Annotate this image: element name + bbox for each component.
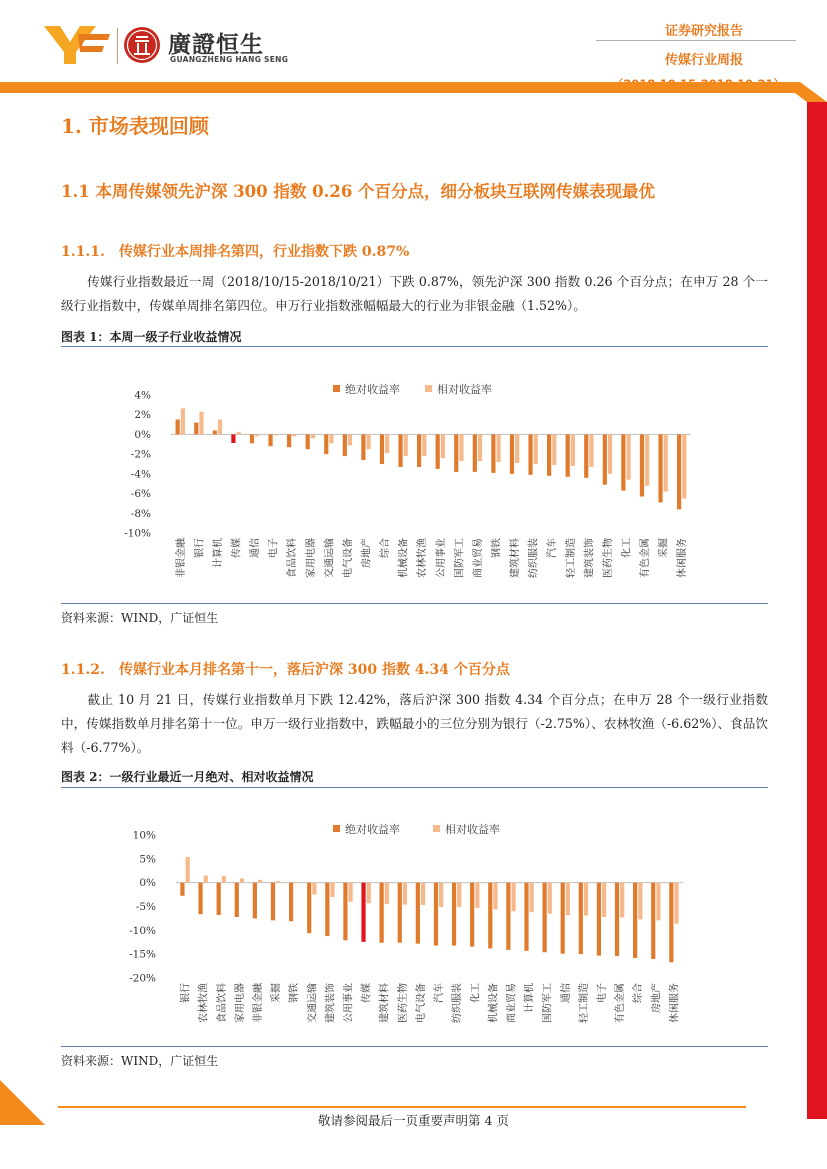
category-label: 建筑材料 bbox=[379, 983, 391, 1023]
bar-absolute bbox=[343, 434, 347, 456]
report-name: 传媒行业周报 bbox=[664, 53, 743, 68]
bar-absolute bbox=[343, 883, 347, 941]
y-tick-label: -2% bbox=[130, 448, 151, 461]
category-label: 机械设备 bbox=[398, 538, 410, 578]
paragraph-text: 截止 10 月 21 日，传媒行业指数单月下跌 12.42%，落后沪深 300 指数 4.34 个百分点；在申万 28 个一级行业指数中，传媒指数单月排名第十一位。申万一级行业指数中，跌幅最小的三位分别为银行（-2.75%）、农林牧渔（-6.62%）、食品饮料（-6.77%）。 bbox=[61, 692, 768, 755]
bar-absolute bbox=[584, 434, 588, 477]
legend-label: 绝对收益率 bbox=[345, 823, 400, 836]
category-label: 非银金融 bbox=[175, 538, 187, 578]
bar-relative bbox=[497, 434, 501, 462]
bar-relative bbox=[441, 434, 445, 458]
bar-absolute bbox=[603, 434, 607, 484]
bar-absolute bbox=[488, 883, 492, 949]
figure-title: 图表 1：本周一级子行业收益情况 bbox=[61, 330, 242, 344]
bar-relative bbox=[620, 883, 624, 918]
category-label: 银行 bbox=[180, 983, 192, 1003]
heading-title: 传媒行业本月排名第十一，落后沪深 300 指数 4.34 个百分点 bbox=[119, 662, 510, 678]
bar-relative bbox=[312, 883, 316, 895]
bar-absolute bbox=[307, 883, 311, 934]
y-tick-label: 0% bbox=[139, 877, 156, 890]
category-label: 交通运输 bbox=[324, 538, 336, 578]
bar-relative bbox=[348, 434, 352, 445]
y-tick-label: -6% bbox=[130, 488, 151, 501]
category-label: 国防军工 bbox=[454, 538, 466, 578]
bar-relative bbox=[421, 883, 425, 905]
category-label: 家用电器 bbox=[234, 983, 246, 1023]
bar-relative bbox=[515, 434, 519, 463]
bar-relative bbox=[457, 883, 461, 907]
bar-absolute bbox=[324, 434, 328, 454]
body-paragraph bbox=[61, 688, 768, 760]
bar-relative bbox=[186, 857, 190, 883]
bar-relative bbox=[566, 883, 570, 915]
bar-relative bbox=[276, 881, 280, 882]
bar-relative bbox=[294, 882, 298, 883]
bar-relative bbox=[218, 420, 222, 435]
bar-absolute bbox=[361, 883, 365, 942]
company-logo-icon bbox=[44, 24, 110, 66]
bar-relative bbox=[664, 434, 668, 491]
category-label: 休闲服务 bbox=[669, 983, 681, 1023]
bar-absolute bbox=[633, 883, 637, 958]
legend-swatch bbox=[425, 385, 432, 392]
category-label: 计算机 bbox=[524, 983, 536, 1013]
header-band-corner bbox=[780, 82, 827, 102]
heading-number: 1.1.1. bbox=[61, 244, 105, 260]
figure-rule bbox=[61, 787, 768, 788]
bar-absolute bbox=[398, 883, 402, 943]
bar-absolute bbox=[250, 434, 254, 443]
heading-number: 1.1.2. bbox=[61, 662, 105, 678]
bar-relative bbox=[258, 880, 262, 883]
bar-relative bbox=[385, 883, 389, 904]
figure-rule bbox=[61, 1046, 768, 1047]
bar-relative bbox=[638, 883, 642, 920]
y-tick-label: -10% bbox=[124, 527, 151, 540]
category-label: 化工 bbox=[621, 538, 633, 558]
bar-relative bbox=[404, 434, 408, 456]
category-label: 农林牧渔 bbox=[198, 983, 210, 1023]
bar-relative bbox=[571, 434, 575, 466]
bar-absolute bbox=[287, 434, 291, 447]
bar-relative bbox=[682, 434, 686, 498]
category-label: 机械设备 bbox=[488, 983, 500, 1023]
bar-relative bbox=[349, 883, 353, 902]
bar-absolute bbox=[198, 883, 202, 915]
category-label: 综合 bbox=[380, 538, 392, 558]
bar-absolute bbox=[579, 883, 583, 954]
bar-relative bbox=[608, 434, 612, 473]
figure-source: 资料来源：WIND，广证恒生 bbox=[61, 611, 219, 625]
y-tick-label: -15% bbox=[129, 948, 156, 961]
subsection-heading: 1.1 本周传媒领先沪深 300 指数 0.26 个百分点，细分板块互联网传媒表现最优 bbox=[61, 182, 656, 201]
category-label: 电子 bbox=[268, 538, 280, 558]
bar-relative bbox=[493, 883, 497, 910]
bar-relative bbox=[511, 883, 515, 912]
bar-relative bbox=[367, 883, 371, 904]
bar-relative bbox=[627, 434, 631, 479]
category-label: 有色金属 bbox=[640, 538, 652, 578]
bar-absolute bbox=[306, 434, 310, 449]
bar-relative bbox=[329, 434, 333, 443]
category-label: 建筑材料 bbox=[510, 538, 522, 578]
figure-title: 图表 2：一级行业最近一月绝对、相对收益情况 bbox=[61, 770, 314, 784]
heading-title: 传媒行业本周排名第四，行业指数下跌 0.87% bbox=[119, 244, 410, 260]
subsubsection-heading bbox=[61, 659, 510, 679]
category-label: 建筑装饰 bbox=[584, 538, 596, 578]
category-label: 食品饮料 bbox=[287, 538, 299, 578]
category-label: 医药生物 bbox=[397, 983, 409, 1023]
bar-relative bbox=[292, 434, 296, 436]
bar-relative bbox=[311, 434, 315, 438]
paragraph-text: 传媒行业指数最近一周（2018/10/15-2018/10/21）下跌 0.87%，领先沪深 300 指数 0.26 个百分点；在申万 28 个一级行业指数中，传媒单周排名第四位。申万行业指数涨幅幅最大的行业为非银金融（1.52%）。 bbox=[61, 274, 768, 313]
category-label: 商业贸易 bbox=[472, 538, 484, 578]
y-tick-label: -8% bbox=[130, 507, 151, 520]
category-label: 休闲服务 bbox=[677, 538, 689, 578]
bar-absolute bbox=[566, 434, 570, 476]
category-label: 纺织服装 bbox=[452, 983, 464, 1023]
bar-absolute bbox=[253, 883, 257, 919]
bar-absolute bbox=[217, 883, 221, 915]
brand-name: 廣證恒生 bbox=[168, 32, 264, 58]
category-label: 化工 bbox=[470, 983, 482, 1003]
bar-absolute bbox=[506, 883, 510, 950]
category-label: 房地产 bbox=[361, 538, 373, 568]
bar-relative bbox=[403, 883, 407, 905]
bar-absolute bbox=[325, 883, 329, 936]
category-label: 公用事业 bbox=[343, 983, 355, 1023]
bar-absolute bbox=[436, 434, 440, 469]
y-tick-label: -4% bbox=[130, 468, 151, 481]
bar-absolute bbox=[268, 434, 272, 446]
bar-absolute bbox=[651, 883, 655, 959]
category-label: 钢铁 bbox=[491, 538, 503, 558]
bar-absolute bbox=[180, 883, 184, 896]
footer-disclaimer: 敬请参阅最后一页重要声明第 4 页 bbox=[318, 1113, 509, 1128]
bar-absolute bbox=[528, 434, 532, 474]
bar-relative bbox=[240, 878, 244, 882]
bar-relative bbox=[237, 432, 241, 435]
category-label: 交通运输 bbox=[307, 983, 319, 1023]
category-label: 银行 bbox=[194, 538, 206, 558]
legend-label: 相对收益率 bbox=[437, 383, 492, 396]
y-tick-label: -10% bbox=[129, 924, 156, 937]
bar-absolute bbox=[491, 434, 495, 472]
bar-relative bbox=[602, 883, 606, 917]
category-label: 国防军工 bbox=[542, 983, 554, 1023]
bar-absolute bbox=[417, 434, 421, 467]
bar-absolute bbox=[542, 883, 546, 953]
bar-absolute bbox=[289, 883, 293, 922]
bar-absolute bbox=[615, 883, 619, 956]
category-label: 钢铁 bbox=[289, 983, 301, 1003]
category-label: 非银金融 bbox=[252, 983, 264, 1023]
category-label: 农林牧渔 bbox=[417, 538, 429, 578]
bar-relative bbox=[534, 434, 538, 464]
bar-absolute bbox=[213, 430, 217, 434]
category-label: 综合 bbox=[633, 983, 645, 1003]
bar-absolute bbox=[524, 883, 528, 951]
bar-relative bbox=[367, 434, 371, 449]
bar-relative bbox=[645, 434, 649, 485]
bar-absolute bbox=[597, 883, 601, 956]
bar-absolute bbox=[176, 419, 180, 434]
category-label: 纺织服装 bbox=[528, 538, 540, 578]
bar-absolute bbox=[271, 883, 275, 921]
monthly-return-chart bbox=[61, 790, 768, 1045]
category-label: 电气设备 bbox=[415, 983, 427, 1023]
header-band bbox=[0, 82, 800, 93]
brand-name-english: GUANGZHENG HANG SENG bbox=[170, 55, 289, 64]
seal-icon bbox=[123, 26, 161, 64]
category-label: 医药生物 bbox=[602, 538, 614, 578]
header-rule bbox=[596, 40, 796, 41]
bar-relative bbox=[656, 883, 660, 921]
bar-relative bbox=[475, 883, 479, 908]
figure-source: 资料来源：WIND，广证恒生 bbox=[61, 1054, 219, 1068]
legend-label: 绝对收益率 bbox=[345, 383, 400, 396]
category-label: 建筑装饰 bbox=[325, 983, 337, 1023]
category-label: 采掘 bbox=[271, 983, 283, 1003]
bar-absolute bbox=[510, 434, 514, 473]
category-label: 汽车 bbox=[434, 983, 446, 1003]
bar-relative bbox=[330, 883, 334, 897]
y-tick-label: 5% bbox=[139, 853, 156, 866]
bar-relative bbox=[530, 883, 534, 913]
category-label: 通信 bbox=[560, 983, 572, 1003]
bar-absolute bbox=[640, 434, 644, 496]
bar-absolute bbox=[380, 434, 384, 464]
bar-absolute bbox=[547, 434, 551, 475]
bar-absolute bbox=[470, 883, 474, 947]
category-label: 有色金属 bbox=[615, 983, 627, 1023]
bar-relative bbox=[199, 412, 203, 435]
side-accent-bar bbox=[807, 102, 827, 1119]
bar-relative bbox=[589, 434, 593, 467]
subsubsection-heading bbox=[61, 241, 409, 261]
bar-relative bbox=[274, 434, 278, 435]
bar-absolute bbox=[235, 883, 239, 917]
bar-absolute bbox=[669, 883, 673, 963]
y-tick-label: -20% bbox=[129, 972, 156, 985]
category-label: 采掘 bbox=[658, 538, 670, 558]
footer-rule bbox=[58, 1106, 746, 1108]
category-label: 食品饮料 bbox=[216, 983, 228, 1023]
bar-relative bbox=[439, 883, 443, 907]
category-label: 计算机 bbox=[212, 538, 224, 568]
body-paragraph bbox=[61, 270, 768, 318]
y-tick-label: -5% bbox=[135, 901, 156, 913]
legend-swatch bbox=[333, 825, 340, 832]
bar-absolute bbox=[380, 883, 384, 943]
y-tick-label: 4% bbox=[134, 389, 151, 402]
bar-absolute bbox=[398, 434, 402, 467]
logo-divider bbox=[117, 28, 118, 64]
category-label: 房地产 bbox=[651, 983, 663, 1013]
weekly-return-chart bbox=[61, 350, 768, 602]
bar-relative bbox=[478, 434, 482, 461]
category-label: 轻工制造 bbox=[578, 983, 590, 1023]
category-label: 轻工制造 bbox=[565, 538, 577, 578]
bar-relative bbox=[459, 434, 463, 461]
bar-absolute bbox=[561, 883, 565, 954]
bar-absolute bbox=[621, 434, 625, 490]
bar-absolute bbox=[677, 434, 681, 509]
section-heading: 1. 市场表现回顾 bbox=[61, 114, 209, 138]
bar-absolute bbox=[452, 883, 456, 946]
bar-relative bbox=[385, 434, 389, 453]
category-label: 汽车 bbox=[547, 538, 559, 558]
bar-absolute bbox=[434, 883, 438, 946]
bar-absolute bbox=[231, 434, 235, 443]
category-label: 传媒 bbox=[361, 983, 373, 1003]
bar-relative bbox=[204, 876, 208, 883]
category-label: 传媒 bbox=[231, 538, 243, 558]
category-label: 电子 bbox=[597, 983, 609, 1003]
bar-relative bbox=[548, 883, 552, 914]
y-tick-label: 10% bbox=[132, 829, 156, 842]
bar-relative bbox=[255, 434, 259, 436]
category-label: 电气设备 bbox=[342, 538, 354, 578]
y-tick-label: 2% bbox=[134, 409, 151, 422]
bar-absolute bbox=[416, 883, 420, 944]
figure-rule bbox=[61, 603, 768, 604]
category-label: 家用电器 bbox=[305, 538, 317, 578]
category-label: 公用事业 bbox=[435, 538, 447, 578]
legend-swatch bbox=[333, 385, 340, 392]
bar-absolute bbox=[454, 434, 458, 471]
legend-swatch bbox=[433, 825, 440, 832]
bar-relative bbox=[584, 883, 588, 916]
bar-relative bbox=[222, 876, 226, 883]
bar-relative bbox=[674, 883, 678, 924]
figure-rule bbox=[61, 346, 768, 347]
category-label: 通信 bbox=[250, 538, 262, 558]
legend-label: 相对收益率 bbox=[445, 823, 500, 836]
bar-relative bbox=[552, 434, 556, 465]
bar-absolute bbox=[361, 434, 365, 460]
bar-absolute bbox=[473, 434, 477, 471]
report-type: 证券研究报告 bbox=[664, 24, 743, 39]
category-label: 商业贸易 bbox=[506, 983, 518, 1023]
bar-absolute bbox=[194, 423, 198, 435]
bar-relative bbox=[422, 434, 426, 456]
bar-relative bbox=[181, 408, 185, 434]
bar-absolute bbox=[658, 434, 662, 502]
y-tick-label: 0% bbox=[134, 428, 151, 441]
